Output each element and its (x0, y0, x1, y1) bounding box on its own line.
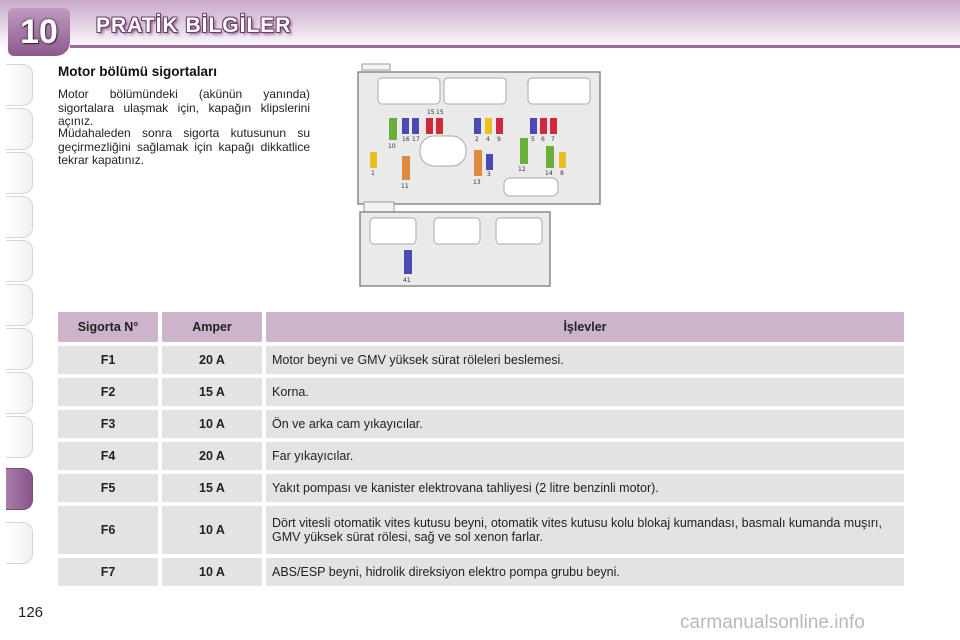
fuse (496, 118, 503, 134)
column-header-amp: Amper (162, 312, 262, 342)
fuse (389, 118, 397, 140)
fuse-number: 1 (371, 170, 375, 177)
fuse-amp: 20 A (162, 346, 262, 374)
fuse-function: ABS/ESP beyni, hidrolik direksiyon elektro pompa grubu beyni. (266, 558, 904, 586)
fuse (530, 118, 537, 134)
fuse-number: 41 (403, 277, 411, 284)
chapter-badge: 10 (8, 8, 70, 56)
fuse-id: F7 (58, 558, 158, 586)
fuse (412, 118, 419, 134)
fuse (546, 146, 554, 168)
fuse (550, 118, 557, 134)
table-row (58, 506, 904, 554)
paragraph-access: Motor bölümündeki (akünün yanında) sigortalara ulaşmak için, kapağın klipslerini açınız. (58, 87, 310, 128)
chapter-tab[interactable] (6, 372, 33, 414)
fuse-function: Korna. (266, 378, 904, 406)
column-header-fuse: Sigorta N° (58, 312, 158, 342)
chapter-tab[interactable] (6, 522, 33, 564)
chapter-tab[interactable] (6, 416, 33, 458)
fuse-number: 4 (486, 136, 490, 143)
fuse-amp: 15 A (162, 474, 262, 502)
table-row (58, 378, 904, 406)
fuse-number: 16 (402, 136, 410, 143)
relay-slot (370, 218, 416, 244)
fuse-id: F4 (58, 442, 158, 470)
fuse (485, 118, 492, 134)
fuse-number: 3 (487, 171, 491, 178)
chapter-tab[interactable] (6, 240, 33, 282)
fuse (520, 138, 528, 164)
fuse-id: F6 (58, 506, 158, 554)
cover-clip (362, 64, 390, 70)
fuse (404, 250, 412, 274)
fuse-function: Motor beyni ve GMV yüksek sürat röleleri beslemesi. (266, 346, 904, 374)
fuse-box-diagram (354, 62, 606, 290)
fuse-amp: 20 A (162, 442, 262, 470)
fuse-id: F3 (58, 410, 158, 438)
fuse-amp: 10 A (162, 558, 262, 586)
fuse (540, 118, 547, 134)
header-divider (70, 45, 960, 48)
fuse-number: 7 (551, 136, 555, 143)
fuse (402, 118, 409, 134)
paragraph-closing: Müdahaleden sonra sigorta kutusunun su geçirmezliğini sağlamak için kapağı dikkatlice tekrar kapatınız. (58, 126, 310, 167)
fuse-id: F5 (58, 474, 158, 502)
relay-slot (504, 178, 558, 196)
chapter-tabs (0, 64, 36, 574)
fuse-number: 9 (497, 136, 501, 143)
relay-slot (434, 218, 480, 244)
fuse-number: 11 (401, 183, 409, 190)
fuse-number: 17 (412, 136, 420, 143)
relay-slot (378, 78, 440, 104)
fuse-amp: 10 A (162, 506, 262, 554)
watermark: carmanualsonline.info (680, 612, 865, 633)
table-row (58, 410, 904, 438)
chapter-tab[interactable] (6, 196, 33, 238)
relay-slot (496, 218, 542, 244)
fuse-function: Dört vitesli otomatik vites kutusu beyni, otomatik vites kutusu kolu blokaj kumandası, basmalı kumanda muşırı, GMV yüksek sürat rölesi, sağ ve sol xenon farlar. (266, 506, 904, 554)
chapter-tab[interactable] (6, 64, 33, 106)
chapter-tab[interactable] (6, 284, 33, 326)
fuse (559, 152, 566, 168)
relay-slot-round (420, 136, 466, 166)
table-row (58, 442, 904, 470)
relay-slot (444, 78, 506, 104)
chapter-tab-active[interactable] (6, 468, 33, 510)
table-row (58, 558, 904, 586)
chapter-tab[interactable] (6, 108, 33, 150)
fuse-number: 14 (545, 170, 553, 177)
column-header-function: İşlevler (266, 312, 904, 342)
fuse-number: 8 (560, 170, 564, 177)
fuse (486, 154, 493, 170)
fuse-table (58, 312, 904, 590)
fuse-amp: 15 A (162, 378, 262, 406)
fuse-function: Yakıt pompası ve kanister elektrovana tahliyesi (2 litre benzinli motor). (266, 474, 904, 502)
fuse-number: 5 (531, 136, 535, 143)
page-title: PRATİK BİLGİLER (96, 14, 292, 37)
table-row (58, 346, 904, 374)
fuse-number: 15 (436, 109, 444, 116)
fuse (426, 118, 433, 134)
section-title: Motor bölümü sigortaları (58, 64, 218, 79)
fuse-number: 12 (518, 166, 526, 173)
fuse-id: F1 (58, 346, 158, 374)
page-number: 126 (18, 604, 44, 621)
fuse-number: 15 (427, 109, 435, 116)
fuse (370, 152, 377, 168)
fuse-function: Far yıkayıcılar. (266, 442, 904, 470)
relay-slot (528, 78, 590, 104)
fuse-id: F2 (58, 378, 158, 406)
fuse (474, 150, 482, 176)
table-header-row (58, 312, 904, 342)
fuse-number: 6 (541, 136, 545, 143)
fuse (436, 118, 443, 134)
table-row (58, 474, 904, 502)
fuse-function: Ön ve arka cam yıkayıcılar. (266, 410, 904, 438)
fuse-number: 10 (388, 143, 396, 150)
fuse (402, 156, 410, 180)
chapter-tab[interactable] (6, 152, 33, 194)
fuse-number: 2 (475, 136, 479, 143)
chapter-tab[interactable] (6, 328, 33, 370)
fuse-amp: 10 A (162, 410, 262, 438)
fuse (474, 118, 481, 134)
fuse-number: 13 (473, 179, 481, 186)
